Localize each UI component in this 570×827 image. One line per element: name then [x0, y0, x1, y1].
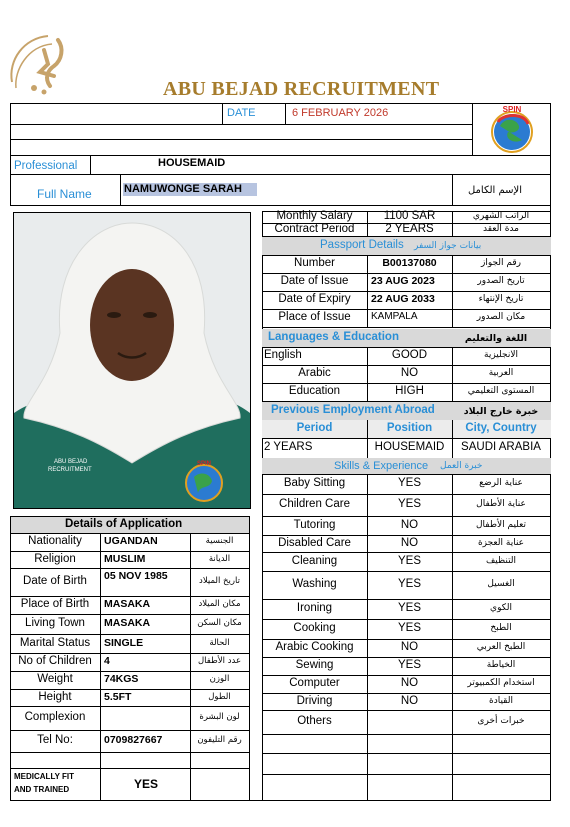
company-title: ABU BEJAD RECRUITMENT — [163, 78, 440, 100]
language-row-label: Arabic — [298, 367, 331, 379]
application-row-label: Weight — [37, 673, 73, 685]
application-row-value: MASAKA — [104, 617, 151, 629]
employment-header-ar: خبرة خارج البلاد — [463, 406, 539, 417]
languages-header-ar: اللغة والتعليم — [464, 333, 528, 344]
application-row-label: Height — [38, 691, 72, 703]
application-row-label: Date of Birth — [23, 575, 87, 587]
skill-row-label: Cleaning — [291, 555, 338, 567]
language-row-ar: الانجليزية — [484, 350, 518, 360]
shirt-logo-text: SPIN — [196, 461, 212, 467]
full-name-ar: الإسم الكامل — [467, 185, 522, 196]
contract-period-label: Contract Period — [274, 223, 355, 235]
application-row-value: 4 — [104, 655, 110, 667]
skill-row-ar: عناية الرضع — [479, 478, 523, 488]
company-logo — [4, 30, 88, 102]
employment-col-position: Position — [386, 422, 433, 434]
application-row-ar: تاريخ الميلاد — [199, 576, 240, 586]
date-value: 6 FEBRUARY 2026 — [292, 107, 389, 119]
application-row-value: MUSLIM — [104, 553, 146, 565]
employment-header: Previous Employment Abroad — [271, 404, 435, 416]
skill-row-value: YES — [397, 477, 421, 489]
passport-row-value: B00137080 — [382, 257, 437, 269]
passport-row-value: 23 AUG 2023 — [371, 275, 435, 287]
employment-col-period: Period — [296, 422, 333, 434]
skill-row-ar: الطبخ — [490, 623, 512, 633]
skill-row-label: Tutoring — [293, 519, 336, 531]
languages-header: Languages & Education — [268, 331, 399, 343]
application-row-ar: الطول — [208, 692, 231, 702]
application-row-value: 74KGS — [104, 673, 139, 685]
skill-row-label: Driving — [296, 695, 333, 707]
skill-row-ar: الخياطة — [486, 660, 516, 670]
skill-row-ar: القيادة — [489, 696, 513, 706]
passport-header-ar: بيانات جواز السفر — [414, 241, 482, 251]
skills-header-ar: خبرة العمل — [440, 461, 483, 471]
application-row-ar: الوزن — [209, 674, 230, 684]
skill-row-value: YES — [397, 622, 421, 634]
skill-row-value: YES — [397, 498, 421, 510]
application-row-ar: رقم التليفون — [197, 735, 242, 745]
spin-logo-text: SPIN — [502, 105, 522, 114]
language-row-value: HIGH — [395, 385, 424, 397]
application-row-ar: الجنسية — [205, 536, 234, 546]
skill-row-ar: التنظيف — [485, 556, 517, 566]
application-row-value: 0709827667 — [104, 734, 163, 746]
passport-row-ar: تاريخ الصدور — [477, 276, 525, 286]
professional-label: Professional — [14, 160, 78, 172]
skill-row-ar: تعليم الأطفال — [475, 520, 527, 530]
skill-row-value: NO — [400, 677, 419, 689]
skill-row-value: YES — [397, 555, 421, 567]
language-row-ar: المستوى التعليمي — [467, 386, 535, 396]
application-row-value: UGANDAN — [104, 535, 158, 547]
shirt-text-1: ABU BEJAD — [54, 459, 88, 465]
skill-row-label: Cooking — [293, 622, 336, 634]
skill-row-value: NO — [400, 537, 419, 549]
application-row-value: 05 NOV 1985 — [104, 570, 168, 582]
skill-row-ar: الكوي — [490, 603, 512, 613]
passport-row-label: Date of Expiry — [278, 293, 351, 305]
passport-row-value: KAMPALA — [371, 311, 418, 322]
employment-col-country: City, Country — [465, 422, 537, 434]
application-row-label: Complexion — [24, 711, 86, 723]
employment-position: HOUSEMAID — [374, 441, 445, 453]
skill-row-value: NO — [400, 695, 419, 707]
skill-row-ar: عناية العجزة — [477, 538, 525, 548]
skill-row-label: Washing — [292, 578, 337, 590]
application-row-label: Marital Status — [19, 637, 91, 649]
passport-header: Passport Details — [320, 239, 404, 251]
skill-row-label: Ironing — [296, 602, 333, 614]
skill-row-label: Children Care — [279, 498, 350, 510]
application-row-ar: الحالة — [209, 638, 230, 648]
professional-value: HOUSEMAID — [158, 157, 226, 169]
application-row-value: 5.5FT — [104, 691, 132, 703]
passport-row-ar: رقم الجواز — [480, 258, 522, 268]
language-row-value: GOOD — [391, 349, 428, 361]
medical-label-2: AND TRAINED — [14, 785, 70, 794]
shirt-text-2: RECRUITMENT — [48, 467, 92, 473]
language-row-label: Education — [288, 385, 341, 397]
language-row-value: NO — [400, 367, 419, 379]
employment-country: SAUDI ARABIA — [461, 441, 541, 453]
skill-row-label: Computer — [289, 677, 340, 689]
skill-row-ar: استخدام الكمبيوتر — [467, 678, 535, 688]
passport-row-ar: مكان الصدور — [476, 312, 526, 322]
passport-row-label: Number — [294, 257, 335, 269]
spin-logo — [478, 104, 546, 154]
date-label: DATE — [227, 107, 256, 119]
skill-row-value: YES — [397, 602, 421, 614]
salary-ar: الراتب الشهري — [472, 211, 530, 221]
application-row-ar: عدد الأطفال — [197, 656, 242, 666]
skill-row-value: YES — [397, 578, 421, 590]
application-row-value: MASAKA — [104, 598, 151, 610]
skills-header: Skills & Experience — [334, 460, 429, 472]
skill-row-label: Arabic Cooking — [275, 641, 354, 653]
skill-row-label: Disabled Care — [278, 537, 351, 549]
language-row-label: English — [264, 349, 302, 361]
medical-label-1: MEDICALLY FIT — [14, 772, 75, 781]
application-row-label: Nationality — [28, 535, 82, 547]
skill-row-label: Baby Sitting — [283, 477, 346, 489]
applicant-photo — [13, 212, 251, 509]
skill-row-ar: عناية الأطفال — [476, 499, 526, 509]
application-row-label: No of Children — [18, 655, 92, 667]
application-header: Details of Application — [65, 518, 183, 530]
application-row-ar: مكان السكن — [197, 618, 242, 628]
skill-row-value: NO — [400, 641, 419, 653]
skill-row-value: YES — [397, 659, 421, 671]
passport-row-ar: تاريخ الإنتهاء — [478, 294, 524, 304]
salary-label: Monthly Salary — [276, 210, 353, 222]
employment-period: 2 YEARS — [264, 441, 313, 453]
medical-value: YES — [134, 777, 159, 791]
full-name-value: NAMUWONGE SARAH — [124, 183, 242, 195]
skill-row-value: NO — [400, 519, 419, 531]
full-name-label: Full Name — [37, 187, 92, 201]
skill-row-ar: خبرات أخرى — [477, 716, 525, 726]
application-row-value: SINGLE — [104, 637, 144, 649]
passport-row-label: Place of Issue — [278, 311, 351, 323]
passport-row-value: 22 AUG 2033 — [371, 293, 435, 305]
application-row-label: Religion — [34, 553, 76, 565]
application-row-ar: لون البشرة — [199, 712, 240, 722]
salary-value: 1100 SAR — [383, 210, 436, 222]
passport-row-label: Date of Issue — [280, 275, 349, 287]
application-row-label: Place of Birth — [20, 598, 90, 610]
skill-row-ar: الطبخ العربي — [476, 642, 526, 652]
contract-period-ar: مدة العقد — [483, 224, 519, 234]
application-row-ar: الديانة — [208, 554, 231, 564]
contract-period-value: 2 YEARS — [385, 223, 434, 235]
language-row-ar: العربية — [488, 368, 514, 378]
application-row-label: Living Town — [25, 617, 85, 629]
skill-row-ar: الغسيل — [487, 579, 515, 589]
application-row-label: Tel No: — [37, 734, 73, 746]
skill-row-label: Others — [297, 715, 332, 727]
skill-row-label: Sewing — [295, 659, 334, 671]
application-row-ar: مكان الميلاد — [198, 599, 241, 609]
